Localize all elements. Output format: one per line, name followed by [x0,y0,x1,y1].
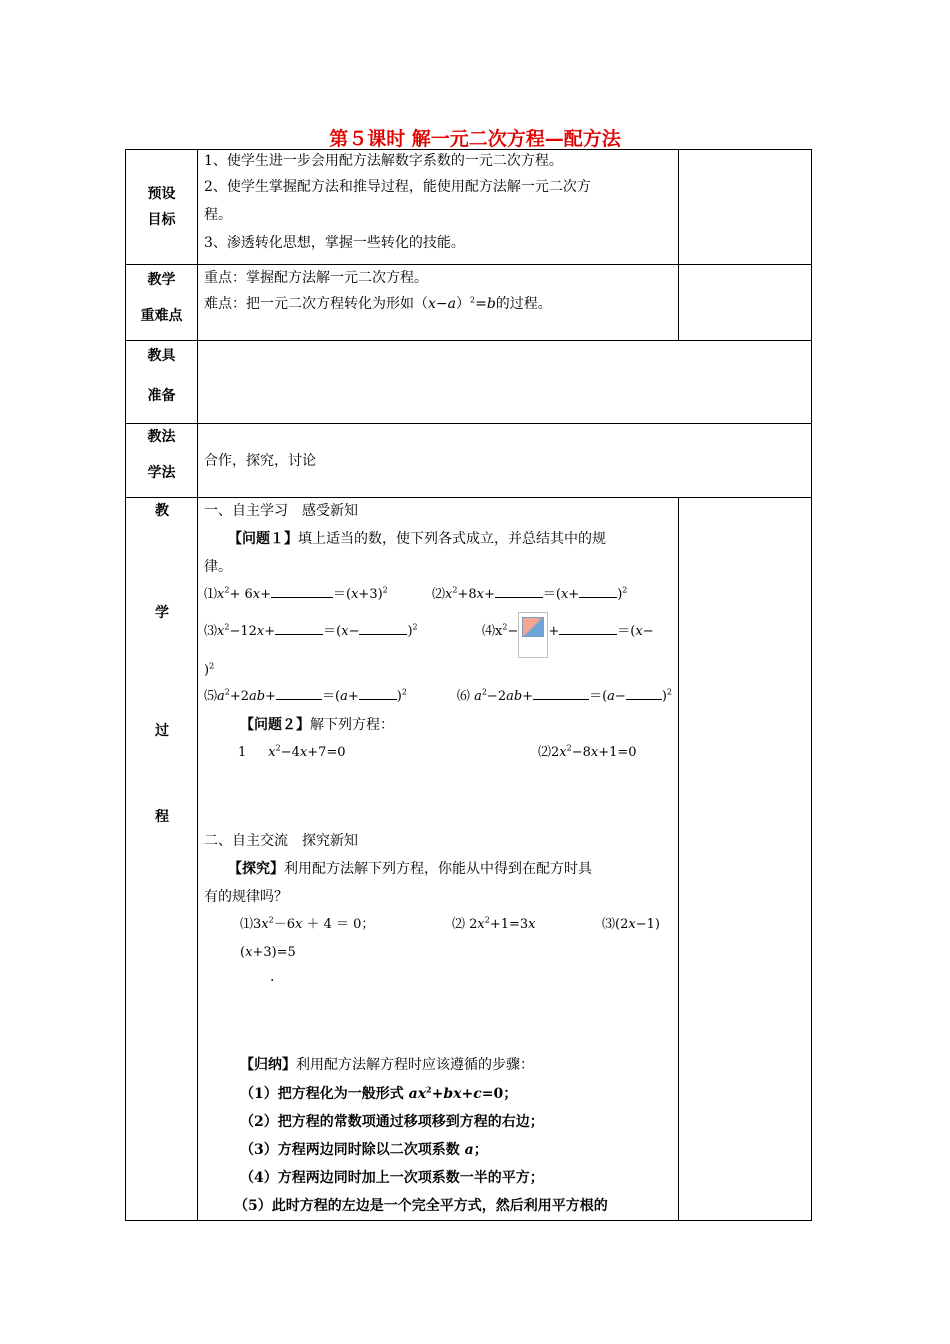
difficulty-text-end: 的过程。 [495,296,552,312]
tools-label-line-1: 教具 [147,348,176,364]
process-label-2: 学 [155,605,169,621]
summary-line [204,1050,672,1080]
eq-var: x [528,917,536,932]
answer-blank[interactable] [275,620,323,635]
eq-term: −12 [229,624,257,639]
eq-var: x [341,624,349,639]
eq-var: ab [506,689,523,704]
explore-text: 利用配方法解下列方程，你能从中得到在配方时具 [284,861,592,877]
eq-term: −4 [280,745,300,760]
close-paren: ） [456,296,470,312]
eq-cont [240,940,296,966]
key-focus-line: 重点：掌握配方法解一元二次方程。 [204,270,428,286]
goal-line-4: 3、渗透转化思想，掌握一些转化的技能。 [204,235,465,251]
answer-blank[interactable] [271,583,333,598]
eq-var: x [299,745,308,760]
eq-var: x [628,917,636,932]
eq-var: a [607,689,615,704]
lesson-plan-table [125,149,812,1221]
eq-num: ⑸ [204,689,218,704]
step-4: （4）方程两边同时加上一次项系数一半的平方； [240,1170,544,1186]
eq-exp: 2 [412,622,418,632]
goals-content [198,150,679,265]
problem-1-tag: 【问题１】 [228,531,298,547]
eq-var: x [495,624,503,639]
eq-term: − [348,624,360,639]
eq-var: c [473,1086,482,1102]
var-a: a [447,296,456,312]
eq-var: a [474,689,482,704]
tools-content [198,341,812,424]
problem-2-equation-1 [204,738,538,768]
eq-var: x [351,587,359,602]
eq-var: x [268,745,276,760]
eq-var: ab [249,689,266,704]
answer-blank[interactable] [533,685,589,700]
eq-exp: 2 [275,743,281,753]
eq-plus: + [264,624,276,639]
eq-close: ) [396,689,402,704]
summary-text: 利用配方法解方程时应该遵循的步骤： [296,1057,534,1073]
eq-exp: 2 [224,622,230,632]
method-label-line-2: 学法 [147,465,176,481]
eq-exp: 2 [224,585,230,595]
eq-term: +3)=5 [252,945,296,960]
step-1-end: =0； [481,1086,518,1102]
process-note-cell [679,498,812,1221]
eq-var: a [464,1142,474,1158]
eq-close: ) [407,624,413,639]
equation-row-1 [204,580,672,610]
eq-plus: + [522,689,534,704]
equals-sign: = [475,296,487,312]
eq-term: + [347,689,359,704]
eq-plus: + [265,689,277,704]
eq-term: +1=0 [598,745,637,760]
eq-open: ＝( [589,689,608,704]
section-2-heading: 二、自主交流 探究新知 [204,833,358,849]
eq-close: ) [204,663,210,678]
page-title: 第５课时 解一元二次方程—配方法 [329,128,621,150]
problem-2-equation-2 [538,738,637,768]
eq-var: ax [408,1086,427,1102]
method-text-value: 合作，探究，讨论 [204,452,316,469]
eq-term: +1=3 [489,917,529,932]
exponent: 2 [470,295,476,305]
explore-dot: · [270,973,275,989]
eq-var: x [559,745,567,760]
eq-num: ⑹ [456,689,475,704]
image-placeholder-icon [522,617,544,637]
eq-term: －6 [273,917,295,932]
problem-1-text: 填上适当的数，使下列各式成立，并总结其中的规 [298,531,606,547]
equation-row-3 [204,682,672,712]
eq-var: x [252,587,261,602]
goals-label-line-2: 目标 [147,212,176,228]
eq-num: 1 [238,745,247,760]
problem-1-line-1 [204,524,672,554]
step-5: （5）此时方程的左边是一个完全平方式，然后利用平方根的 [234,1198,608,1214]
eq-close: ) [617,587,623,602]
problem-1-line-2: 律。 [204,559,232,575]
eq-exp: 2 [268,915,274,925]
goal-line-2: 2、使学生掌握配方法和推导过程，能使用配方法解一元二次方 [204,179,591,195]
eq-exp: 2 [666,687,672,697]
eq-term: ⑵2 [538,745,560,760]
explore-equation-3 [602,910,660,940]
eq-term: −8 [571,745,591,760]
eq-minus: − [507,624,519,639]
goal-line-3: 程。 [204,207,232,223]
eq-open: ＝( [617,624,636,639]
key-difficulty-line [204,291,672,317]
eq-term: ⑶(2 [602,917,629,932]
equation-2 [432,580,627,610]
section-1-heading: 一、自主学习 感受新知 [204,503,358,519]
eq-term: −1) [635,917,660,932]
key-points-content [198,265,679,341]
explore-equation-1 [240,910,452,940]
eq-var: x [445,587,453,602]
answer-blank[interactable] [626,685,662,700]
method-content [198,424,812,498]
eq-term: ( [240,945,246,960]
eq-plus: + [548,624,560,639]
eq-var: x [635,624,643,639]
eq-term: − [642,624,654,639]
explore-line-1 [204,854,672,884]
explore-equations [204,910,672,940]
tools-row [126,341,812,424]
explore-equation-3-cont [204,940,672,966]
eq-term: ⑵ 2 [452,917,478,932]
eq-num: ⑶ [204,624,218,639]
eq-var: x [256,624,265,639]
step-3-text: （3）方程两边同时除以二次项系数 [240,1142,465,1158]
process-label-3: 过 [155,723,169,739]
answer-blank[interactable] [359,620,407,635]
eq-var: x [245,945,253,960]
process-label-1: 教 [155,503,169,519]
eq-plus: + [483,587,495,602]
key-label-line-1: 教学 [147,272,176,288]
eq-term: +7=0 [307,745,346,760]
answer-blank[interactable] [495,583,543,598]
eq-exp: 2 [224,687,230,697]
eq-plus: + [461,1086,474,1102]
method-label [126,424,198,498]
answer-blank[interactable] [359,685,397,700]
eq-var: x [477,917,485,932]
goals-row [126,150,812,265]
eq-tail [204,660,214,682]
process-row [126,498,812,1221]
var-b: b [486,296,496,312]
eq-open: ＝( [323,624,342,639]
minus-sign: − [435,296,448,312]
problem-2-text: 解下列方程： [310,717,394,733]
eq-term: − [614,689,626,704]
eq-exp: 2 [426,1084,432,1095]
broken-image-icon [518,612,548,658]
process-content [198,498,679,1221]
eq-exp: 2 [622,585,628,595]
eq-var: x [476,587,484,602]
summary-tag: 【归纳】 [240,1057,296,1073]
eq-var: bx [443,1086,462,1102]
equation-row-2 [204,610,672,660]
explore-equation-2 [452,910,602,940]
var-x: x [428,296,436,312]
process-label [126,498,198,1221]
eq-var: x [560,587,569,602]
eq-exp: 2 [481,687,487,697]
eq-exp: 2 [484,915,490,925]
eq-exp: 2 [452,585,458,595]
eq-exp: 2 [382,585,388,595]
eq-exp: 2 [401,687,407,697]
step-1-text: （1）把方程化为一般形式 [240,1086,409,1102]
eq-var: x [217,587,225,602]
eq-term: +8 [457,587,477,602]
tools-label [126,341,198,424]
answer-blank[interactable] [579,583,617,598]
eq-num: ⑵ [432,587,446,602]
equation-1 [204,580,432,610]
problem-2-equations [204,738,672,828]
goals-note-cell [679,150,812,265]
eq-term: −2 [486,689,507,704]
eq-var: a [340,689,348,704]
eq-var: x [590,745,599,760]
eq-close: ) [661,689,667,704]
key-points-label [126,265,198,341]
method-label-line-1: 教法 [147,429,176,445]
eq-term: ＋ 4 ＝ 0； [302,917,375,932]
answer-blank[interactable] [276,685,322,700]
eq-close: ) [377,587,383,602]
tools-label-line-2: 准备 [147,388,176,404]
problem-2-tag: 【问题２】 [240,717,310,733]
eq-exp: 2 [566,743,572,753]
eq-term: + 6 [229,587,253,602]
eq-open: ＝( [542,587,561,602]
eq-plus: + [431,1086,444,1102]
eq-term: +2 [229,689,250,704]
equation-3 [204,612,482,652]
eq-var: x [261,917,269,932]
eq-var: x [295,917,303,932]
step-3-end: ； [473,1142,488,1158]
eq-term: ⑴3 [240,917,262,932]
eq-term: + [568,587,580,602]
eq-var: a [217,689,225,704]
eq-plus: + [260,587,271,602]
equation-5 [204,682,457,712]
answer-blank[interactable] [559,620,617,635]
goals-label [126,150,198,265]
method-text [204,448,805,474]
step-3 [204,1136,672,1164]
explore-line-2: 有的规律吗？ [204,889,288,905]
eq-open: ＝( [322,689,341,704]
eq-exp: 2 [502,622,508,632]
eq-open: ＝( [333,587,352,602]
problem-2-line [204,712,672,738]
step-1 [204,1080,672,1108]
goal-line-1: 1、使学生进一步会用配方法解数字系数的一元二次方程。 [204,153,563,169]
eq-var: x [217,624,225,639]
goals-label-line-1: 预设 [147,186,176,202]
equation-6 [457,682,672,712]
eq-term: +3 [358,587,378,602]
key-points-row [126,265,812,341]
equation-4-tail [204,660,672,682]
difficulty-text-start: 难点：把一元二次方程转化为形如（ [204,296,428,312]
step-2: （2）把方程的常数项通过移项移到方程的右边； [240,1114,544,1130]
key-note-cell [679,265,812,341]
equation-4 [482,612,654,658]
process-label-4: 程 [155,809,169,825]
explore-tag: 【探究】 [228,861,284,877]
key-label-line-2: 重难点 [140,308,183,324]
eq-num: ⑴ [204,587,218,602]
method-row [126,424,812,498]
eq-num: ⑷ [482,624,496,639]
eq-exp: 2 [209,661,215,671]
